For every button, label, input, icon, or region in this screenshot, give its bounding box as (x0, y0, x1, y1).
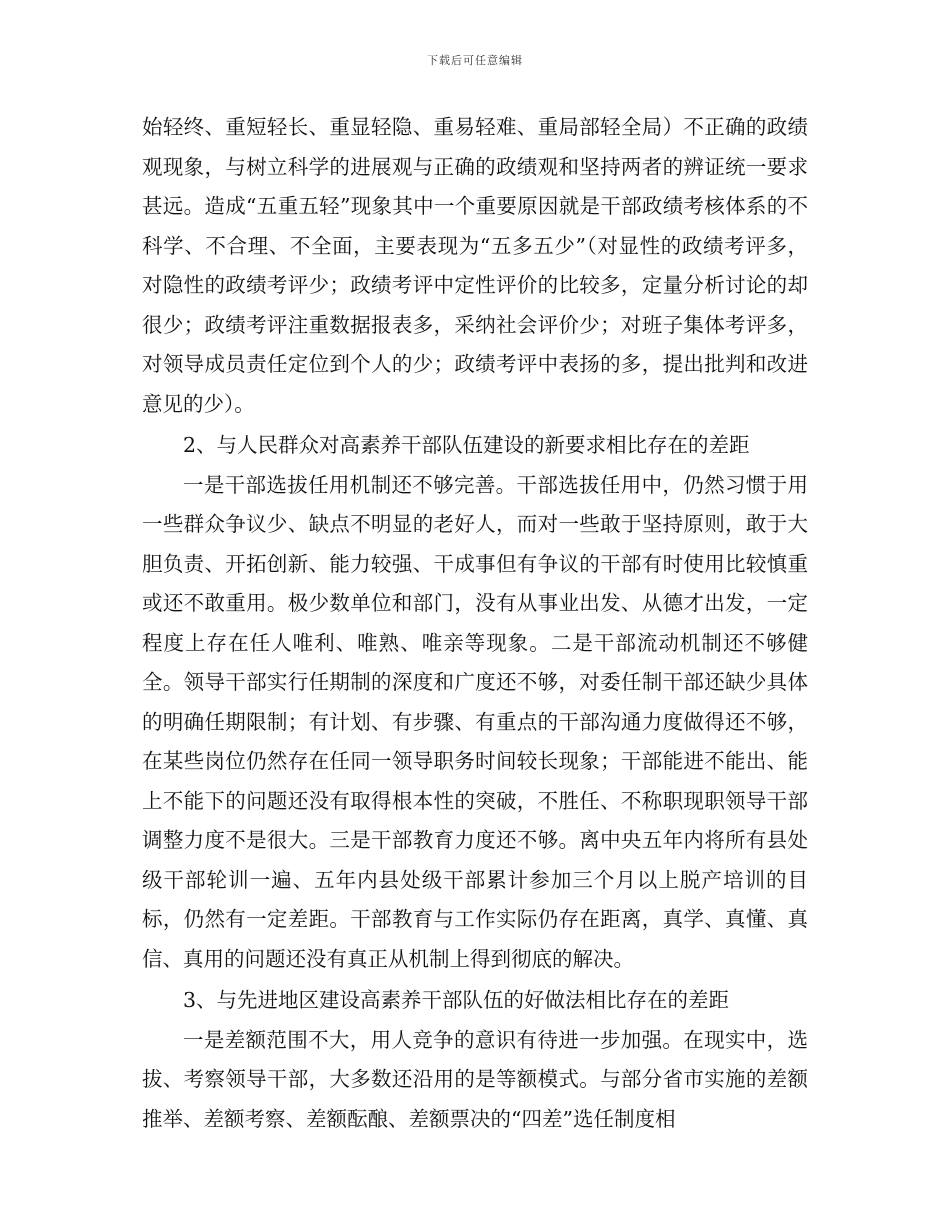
paragraph-continuation: 始轻终、重短轻长、重显轻隐、重易轻难、重局部轻全局）不正确的政绩观现象，与树立科学的进展观与正确的政绩观和坚持两者的辨证统一要求甚远。造成“五重五轻”现象其中一个重要原因就是干部政绩考核体系的不科学、不合理、不全面，主要表现为“五多五少”（对显性的政绩考评多，对隐性的政绩考评少；政绩考评中定性评价的比较多，定量分析讨论的却很少；政绩考评注重数据报表多，采纳社会评价少；对班子集体考评多，对领导成员责任定位到个人的少；政绩考评中表扬的多，提出批判和改进意见的少）。 (142, 115, 808, 416)
paragraph-section-2: 一是干部选拔任用机制还不够完善。干部选拔任用中，仍然习惯于用一些群众争议少、缺点不明显的老好人，而对一些敢于坚持原则，敢于大胆负责、开拓创新、能力较强、干成事但有争议的干部有时使用比较慎重或还不敢重用。极少数单位和部门，没有从事业出发、从德才出发，一定程度上存在任人唯利、唯熟、唯亲等现象。二是干部流动机制还不够健全。领导干部实行任期制的深度和广度还不够，对委任制干部还缺少具体的明确任期限制；有计划、有步骤、有重点的干部沟通力度做得还不够，在某些岗位仍然存在任同一领导职务时间较长现象；干部能进不能出、能上不能下的问题还没有取得根本性的突破，不胜任、不称职现职领导干部调整力度不是很大。三是干部教育力度还不够。离中央五年内将所有县处级干部轮训一遍、五年内县处级干部累计参加三个月以上脱产培训的目标，仍然有一定差距。干部教育与工作实际仍存在距离，真学、真懂、真信、真用的问题还没有真正从机制上得到彻底的解决。 (142, 472, 808, 971)
page-header: 下载后可任意编辑 (427, 54, 523, 67)
section-heading-3: 3、与先进地区建设高素养干部队伍的好做法相比存在的差距 (183, 988, 730, 1012)
section-heading-2: 2、与人民群众对高素养干部队伍建设的新要求相比存在的差距 (183, 433, 750, 457)
document-body (142, 108, 808, 1139)
paragraph-section-3: 一是差额范围不大，用人竞争的意识有待进一步加强。在现实中，选拔、考察领导干部，大多数还沿用的是等额模式。与部分省市实施的差额推举、差额考察、差额酝酿、差额票决的“四差”选任制度相 (142, 1027, 808, 1131)
